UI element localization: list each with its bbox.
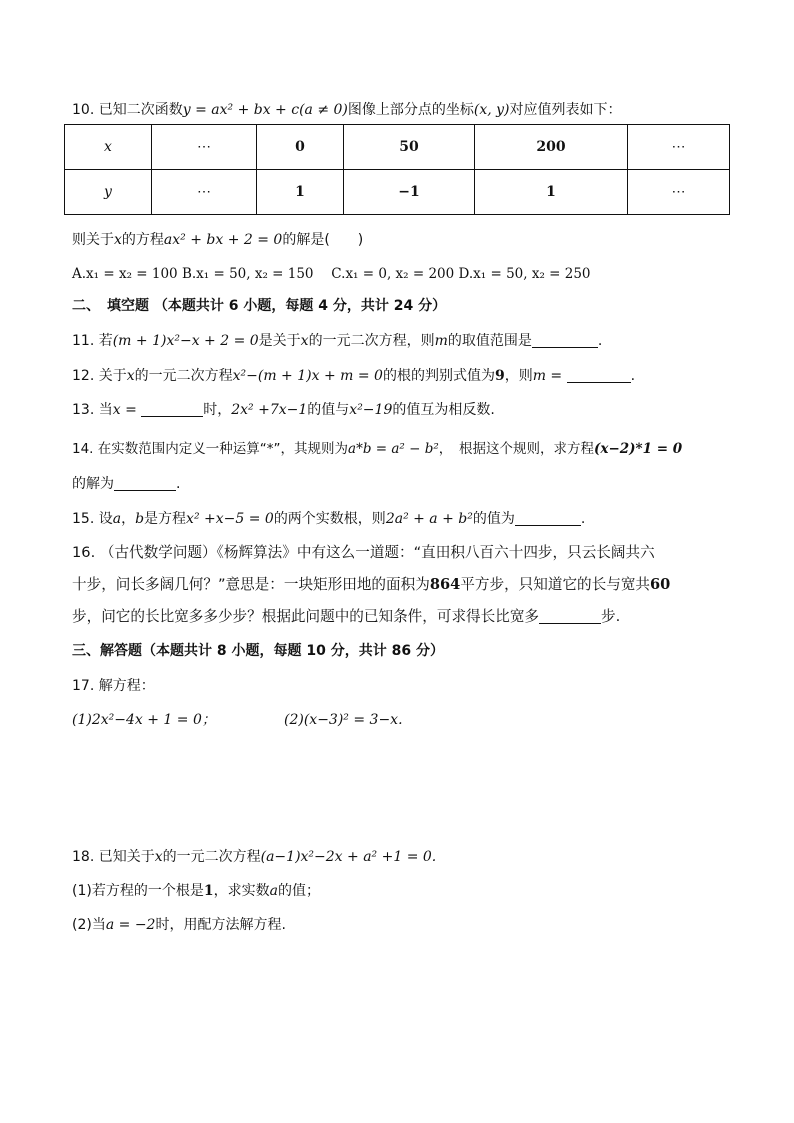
q14-number: 14. <box>72 441 94 457</box>
q14-line1 <box>72 439 682 459</box>
q11-number: 11. <box>72 333 95 349</box>
q14-end: . <box>176 476 181 492</box>
table-cell: y <box>65 170 152 215</box>
q17-part2: (2)(x−3)² = 3−x. <box>284 712 403 728</box>
q11-end: . <box>597 333 603 349</box>
q13-number: 13. <box>72 402 95 418</box>
q10-question <box>72 230 363 250</box>
q18 <box>72 847 436 867</box>
table-cell: x <box>65 125 152 170</box>
q12-text-d: ，则 <box>504 368 533 384</box>
answer-blank <box>532 333 598 348</box>
q15-var-a: a <box>112 511 122 527</box>
table-row-x <box>65 125 730 170</box>
q10-options: A.x₁ = x₂ = 100 B.x₁ = 50, x₂ = 150 C.x₁ = 0, x₂ = 200 D.x₁ = 50, x₂ = 250 <box>72 266 591 282</box>
q15 <box>72 509 585 529</box>
q18-number: 18. <box>72 849 95 865</box>
q17 <box>72 676 155 696</box>
section-3-heading: 三、解答题（本题共计 8 小题，每题 10 分，共计 86 分） <box>72 643 444 659</box>
q11-text-b: 是关于 <box>258 333 301 349</box>
q15-text-a: 设 <box>98 511 113 527</box>
q16-sum: 60 <box>650 576 671 593</box>
q15-end: . <box>580 511 586 527</box>
q10-text-c: 对应值列表如下： <box>509 102 622 118</box>
q10-stem <box>72 100 622 120</box>
q13-expr2: x²−19 <box>349 402 393 418</box>
q10-ask-b: 的方程 <box>121 232 164 248</box>
answer-blank <box>515 511 581 526</box>
q12-var: x <box>126 368 135 384</box>
table-cell: ⋯ <box>628 125 730 170</box>
section-2-heading: 二、 填空题 （本题共计 6 小题，每题 4 分，共计 24 分） <box>72 298 447 314</box>
q10-ask-a: 则关于 <box>72 232 114 248</box>
q14-line2 <box>72 474 180 494</box>
q15-equation: x² +x−5 = 0 <box>186 511 274 527</box>
q10-text-b: 图像上部分点的坐标 <box>347 102 474 118</box>
q14-text-line2: 的解为 <box>72 476 114 492</box>
answer-blank <box>141 402 203 417</box>
q18-p1-b: ，求实数 <box>213 883 270 899</box>
table-cell: 50 <box>344 125 475 170</box>
q16-text-line3b: 步. <box>601 608 621 625</box>
q15-number: 15. <box>72 511 95 527</box>
q14-rule: a*b = a² − b² <box>348 441 439 457</box>
q11-text-a: 若 <box>98 333 113 349</box>
q11-var2: m <box>434 333 448 349</box>
q12-text-c: 的根的判别式值为 <box>382 368 495 384</box>
q15-text-d: 的两个实数根，则 <box>273 511 386 527</box>
q16-line3 <box>72 607 620 627</box>
q16-text-line1: （古代数学问题）《杨辉算法》中有这么一道题：“直田积八百六十四步，只云长阔共六 <box>99 544 655 561</box>
q18-p1-a: (1)若方程的一个根是 <box>72 883 204 899</box>
q13-expr1: 2x² +7x−1 <box>231 402 308 418</box>
table-cell: 0 <box>257 125 344 170</box>
q18-p2-eq: a = −2 <box>105 917 156 933</box>
q18-part1 <box>72 881 320 901</box>
q13-text-b: 时， <box>203 402 232 418</box>
q10-text-a: 已知二次函数 <box>98 102 183 118</box>
q14-equation: (x−2)*1 = 0 <box>594 441 683 457</box>
q15-var-b: b <box>135 511 145 527</box>
answer-blank <box>114 476 176 491</box>
q18-p1-var: a <box>269 883 278 899</box>
q11-text-c: 的一元二次方程，则 <box>308 333 435 349</box>
q16-number: 16. <box>72 544 96 561</box>
q13-text-a: 当 <box>98 402 113 418</box>
q16-text-line2a: 十步，问长多阔几何？”意思是：一块矩形田地的面积为 <box>72 576 430 593</box>
q18-part2 <box>72 915 286 935</box>
q12-end: . <box>630 368 636 384</box>
q12-number: 12. <box>72 368 95 384</box>
q16-text-line2b: 平方步，只知道它的长与宽共 <box>460 576 651 593</box>
q18-p1-c: 的值； <box>277 883 320 899</box>
q16-area: 864 <box>429 576 461 593</box>
q14-text-a: 在实数范围内定义一种运算“*”，其规则为 <box>97 441 349 457</box>
table-cell: −1 <box>344 170 475 215</box>
table-cell: 200 <box>475 125 628 170</box>
q12 <box>72 366 635 386</box>
q18-text-a: 已知关于 <box>98 849 155 865</box>
q18-var: x <box>154 849 163 865</box>
value-table <box>64 124 730 215</box>
q18-equation: (a−1)x²−2x + a² +1 = 0. <box>260 849 437 865</box>
q13 <box>72 400 495 420</box>
answer-blank <box>539 609 601 624</box>
q17-part1: (1)2x²−4x + 1 = 0； <box>72 712 216 728</box>
q18-p2-b: 时，用配方法解方程. <box>155 917 286 933</box>
q11 <box>72 331 602 351</box>
q13-text-c: 的值与 <box>307 402 350 418</box>
q15-text-f: 的值为 <box>472 511 515 527</box>
q11-var: x <box>300 333 309 349</box>
q17-number: 17. <box>72 678 95 694</box>
q16-text-line3a: 步，问它的长比宽多多少步？根据此问题中的已知条件，可求得长比宽多 <box>72 608 540 625</box>
table-cell: ⋯ <box>152 125 257 170</box>
q10-coord: (x, y) <box>473 102 510 118</box>
answer-blank <box>567 368 631 383</box>
table-cell: 1 <box>475 170 628 215</box>
q10-function: y = ax² + bx + c(a ≠ 0) <box>182 102 348 118</box>
q18-p1-val: 1 <box>203 883 214 899</box>
q10-ask-c: 的解是( ) <box>282 232 364 248</box>
table-cell: ⋯ <box>628 170 730 215</box>
q11-equation: (m + 1)x²−x + 2 = 0 <box>112 333 259 349</box>
q13-text-d: 的值互为相反数. <box>392 402 495 418</box>
q10-ask-eq: ax² + bx + 2 = 0 <box>163 232 283 248</box>
q10-number: 10. <box>72 102 95 118</box>
q15-text-b: ， <box>121 511 136 527</box>
table-row-y <box>65 170 730 215</box>
q12-var2: m = <box>532 368 563 384</box>
table-cell: ⋯ <box>152 170 257 215</box>
q11-text-d: 的取值范围是 <box>447 333 532 349</box>
q12-text-a: 关于 <box>98 368 127 384</box>
table-cell: 1 <box>257 170 344 215</box>
q15-text-c: 是方程 <box>144 511 187 527</box>
q16-line1 <box>72 543 655 563</box>
q12-equation: x²−(m + 1)x + m = 0 <box>232 368 383 384</box>
q10-ask-var: x <box>114 232 122 248</box>
q15-expression: 2a² + a + b² <box>385 511 473 527</box>
q18-text-b: 的一元二次方程 <box>162 849 261 865</box>
q12-value: 9 <box>494 368 505 384</box>
q14-text-b: ， 根据这个规则，求方程 <box>438 441 595 457</box>
q18-p2-a: (2)当 <box>72 917 106 933</box>
q17-text: 解方程： <box>98 678 155 694</box>
q16-line2 <box>72 575 670 595</box>
q13-var: x = <box>112 402 137 418</box>
q12-text-b: 的一元二次方程 <box>134 368 233 384</box>
